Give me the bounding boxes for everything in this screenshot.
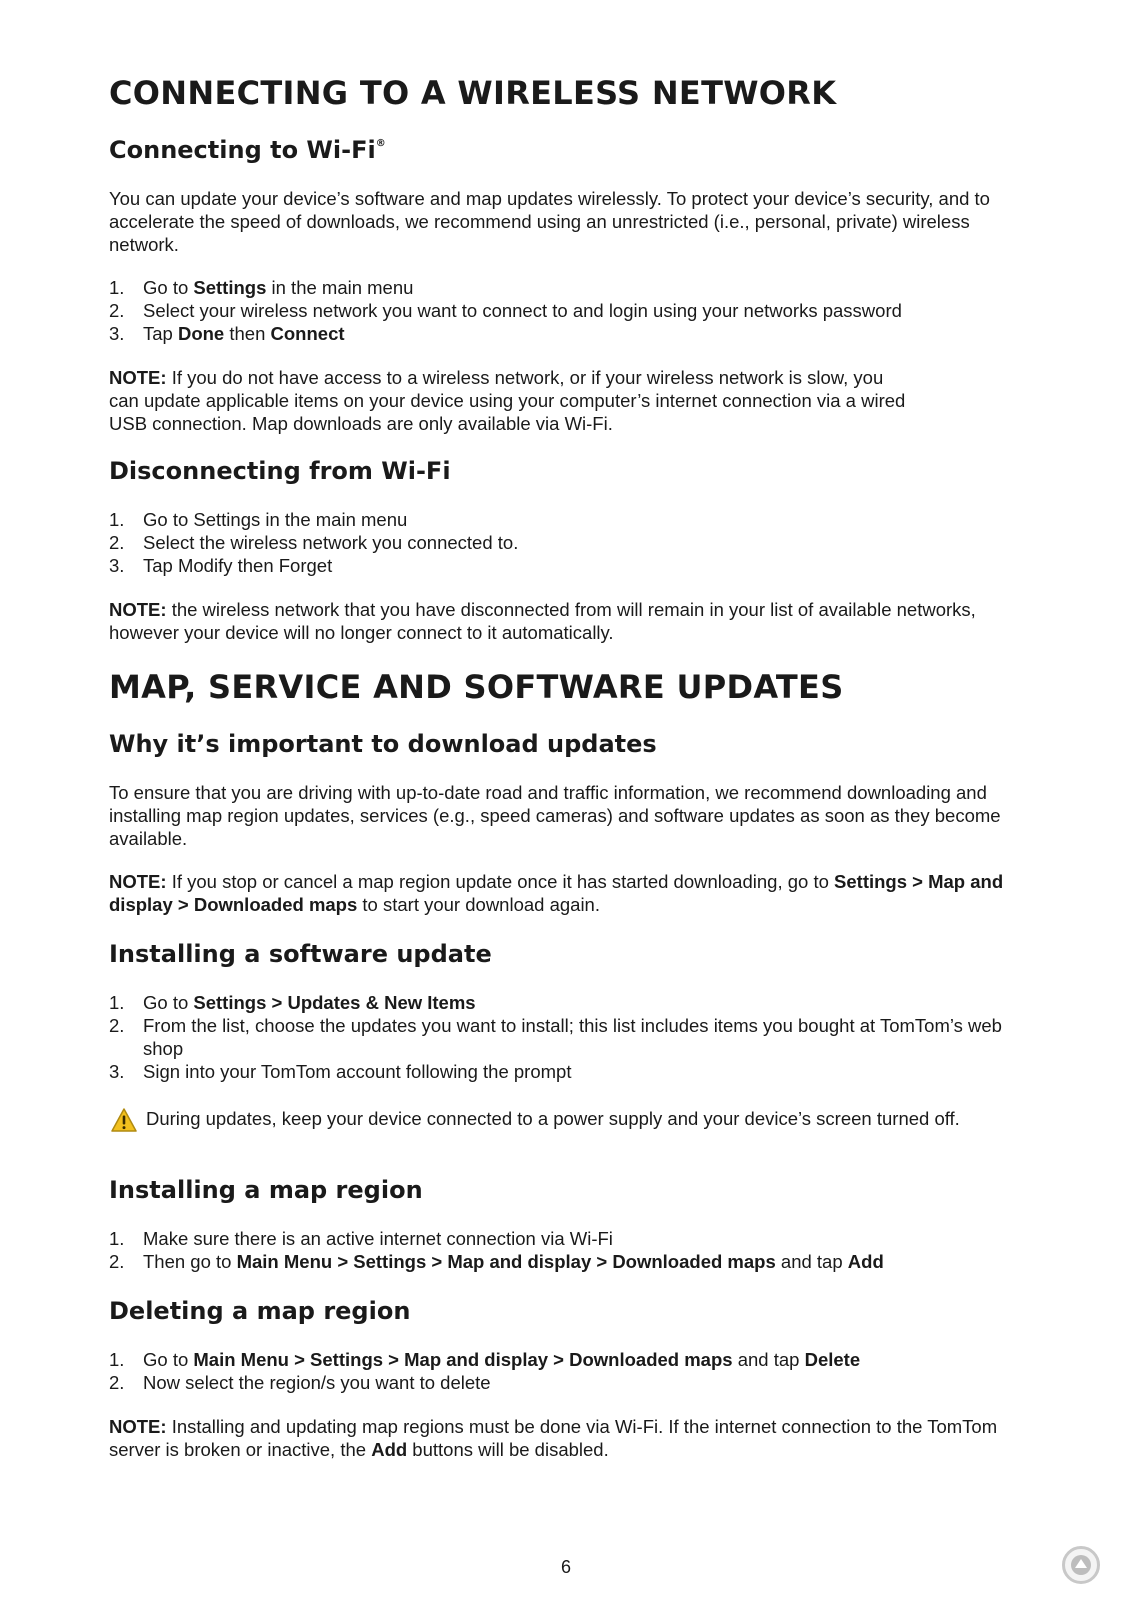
list-item: 1. Go to Settings in the main menu [109,509,408,530]
list-item: 1. Go to Settings in the main menu [109,277,414,298]
section-title-wireless: CONNECTING TO A WIRELESS NETWORK [109,74,837,112]
connect-note: NOTE: If you do not have access to a wireless network, or if your wireless network is slow, you can update applicable items on your device using your computer’s internet connection via a wired USB connection. Map downloads are only available via Wi-Fi. [109,367,906,434]
connect-intro: You can update your device’s software and map updates wirelessly. To protect your device’s security, and to accelerate the speed of downloads, we recommend using an unrestricted (i.e., personal, private) wireless network. [109,188,990,255]
heading-why-updates: Why it’s important to download updates [109,730,657,758]
back-to-top-icon [1071,1555,1091,1575]
list-item: 1. Make sure there is an active internet connection via Wi-Fi [109,1228,613,1249]
registered-mark: ® [375,138,386,149]
why-intro: To ensure that you are driving with up-to-date road and traffic information, we recommend downloading and installing map region updates, services (e.g., speed cameras) and software updates as soon as they become available. [109,782,1001,849]
list-item: 3. Tap Modify then Forget [109,555,333,576]
list-item: 2. Now select the region/s you want to delete [109,1372,491,1393]
disconnect-steps [109,508,1039,577]
list-item: 1. Go to Main Menu > Settings > Map and display > Downloaded maps and tap Delete [109,1349,861,1370]
section-title-updates: MAP, SERVICE AND SOFTWARE UPDATES [109,668,844,706]
software-steps [109,991,1039,1083]
heading-disconnecting-wifi: Disconnecting from Wi-Fi [109,457,451,485]
list-item: 3. Sign into your TomTom account following the prompt [109,1061,572,1082]
heading-delete-map: Deleting a map region [109,1297,411,1325]
heading-connecting-wifi: Connecting to Wi-Fi® [109,136,386,164]
back-to-top-button[interactable] [1062,1546,1100,1584]
warning-triangle-icon [111,1108,137,1132]
connect-steps [109,276,1039,345]
list-item: 2. Select your wireless network you want to connect to and login using your networks password [109,300,902,321]
list-item: 2. Select the wireless network you connected to. [109,532,519,553]
delete-map-note: NOTE: Installing and updating map regions must be done via Wi-Fi. If the internet connection to the TomTom server is broken or inactive, the Add buttons will be disabled. [109,1416,998,1460]
list-item: 1. Go to Settings > Updates & New Items [109,992,476,1013]
delete-map-steps [109,1348,1039,1394]
list-item: 2. Then go to Main Menu > Settings > Map and display > Downloaded maps and tap Add [109,1251,884,1272]
page-number: 6 [560,1557,571,1577]
warning-callout [109,1107,1039,1130]
disconnect-note: NOTE: the wireless network that you have disconnected from will remain in your list of available networks, however your device will no longer connect to it automatically. [109,599,976,643]
list-item: 2. From the list, choose the updates you want to install; this list includes items you bought at TomTom’s web shop [109,1015,1002,1059]
heading-software-update: Installing a software update [109,940,492,968]
install-map-steps [109,1227,1039,1273]
heading-install-map: Installing a map region [109,1176,423,1204]
warning-text: During updates, keep your device connected to a power supply and your device’s screen turned off. [146,1108,960,1129]
list-item: 3. Tap Done then Connect [109,323,345,344]
why-note: NOTE: If you stop or cancel a map region update once it has started downloading, go to Settings > Map and display > Downloaded maps to start your download again. [109,871,1004,915]
